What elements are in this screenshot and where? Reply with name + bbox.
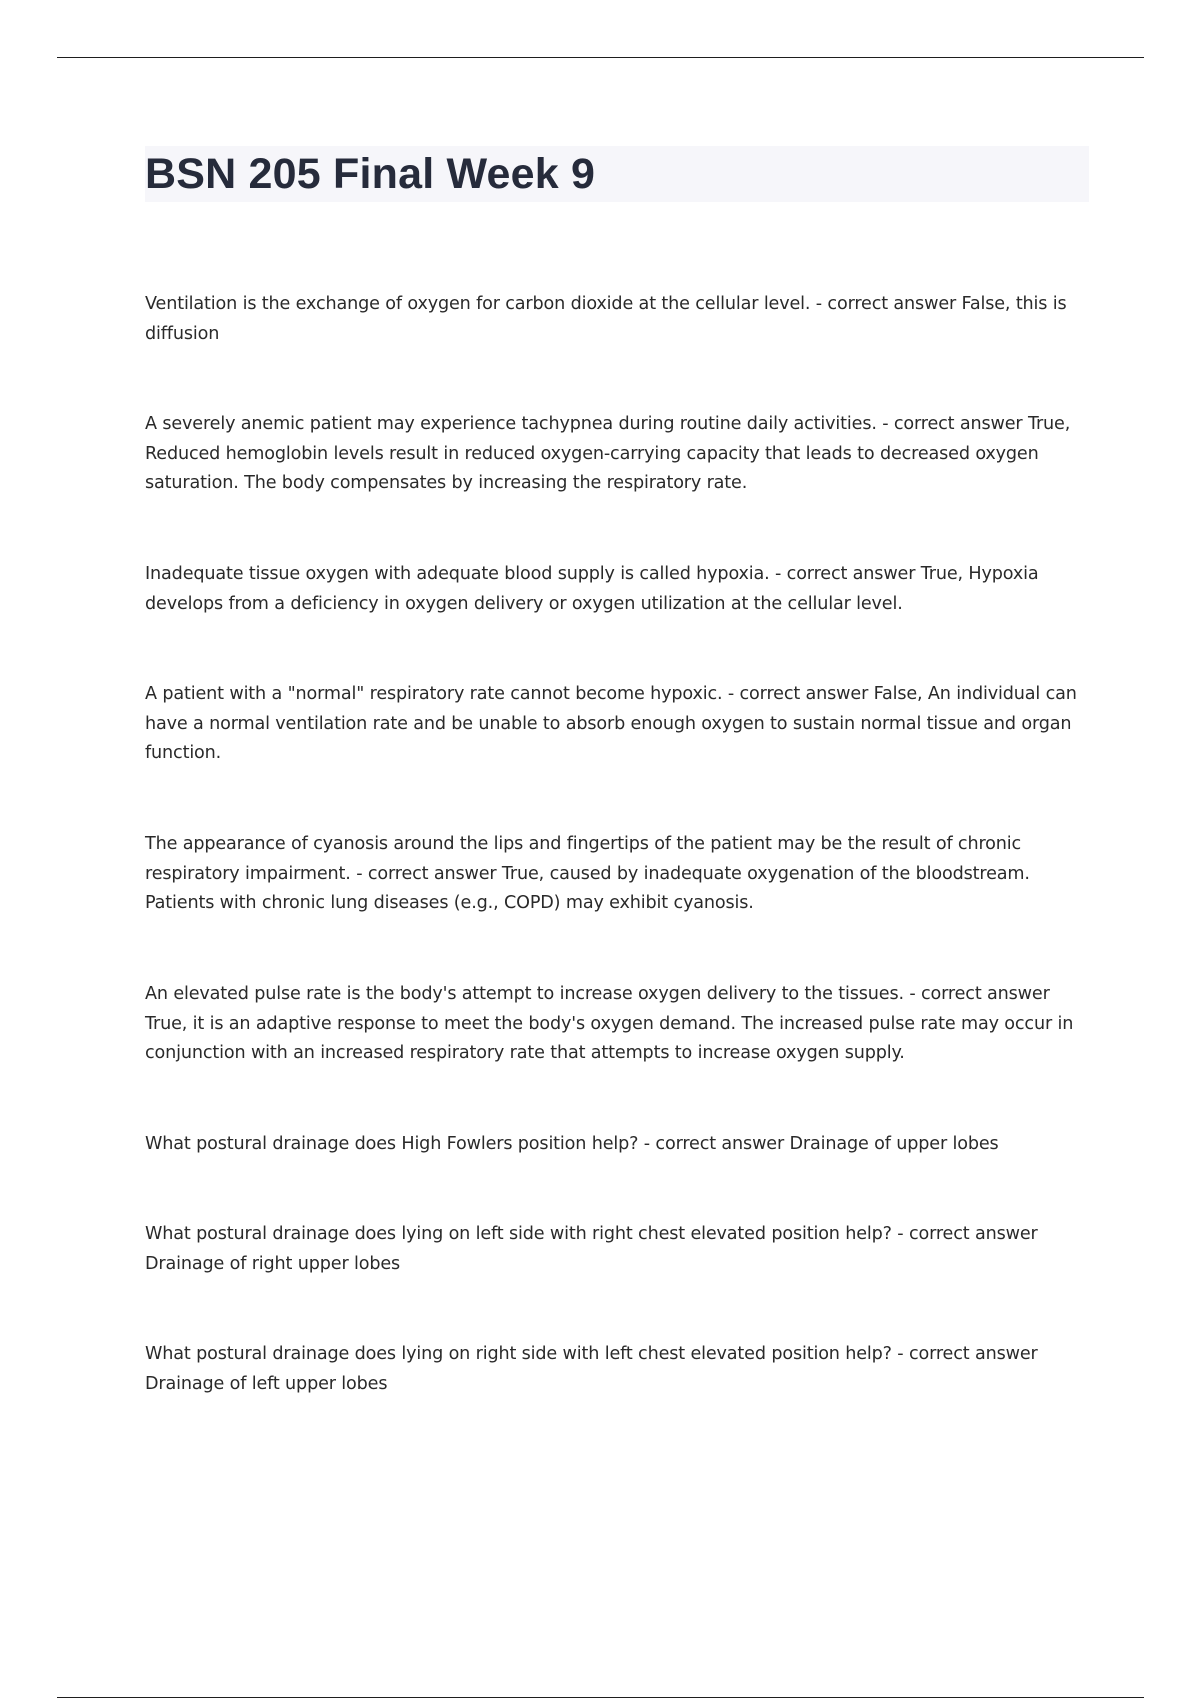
qa-item: The appearance of cyanosis around the lips and fingertips of the patient may be the result of chronic respiratory impairment. - correct answer True, caused by inadequate oxygenation of the bloodstream. Patients with chronic lung diseases (e.g., COPD) may exhibit cyanosis. xyxy=(145,834,1030,913)
qa-item: What postural drainage does lying on left side with right chest elevated position help? - correct answer Drainage of right upper lobes xyxy=(145,1224,1038,1274)
qa-item: An elevated pulse rate is the body's attempt to increase oxygen delivery to the tissues. - correct answer True, it is an adaptive response to meet the body's oxygen demand. The increased pulse rate may occur in conjunction with an increased respiratory rate that attempts to increase oxygen supply. xyxy=(145,984,1074,1063)
qa-item: Inadequate tissue oxygen with adequate blood supply is called hypoxia. - correct answer True, Hypoxia develops from a deficiency in oxygen delivery or oxygen utilization at the cellular level. xyxy=(145,564,1039,614)
qa-item: Ventilation is the exchange of oxygen for carbon dioxide at the cellular level. - correct answer False, this is diffusion xyxy=(145,294,1067,344)
qa-item: What postural drainage does lying on right side with left chest elevated position help? - correct answer Drainage of left upper lobes xyxy=(145,1344,1038,1394)
qa-item: A severely anemic patient may experience tachypnea during routine daily activities. - correct answer True, Reduced hemoglobin levels result in reduced oxygen-carrying capacity that leads to decreased oxygen saturation. The body compensates by increasing the respiratory rate. xyxy=(145,414,1071,493)
top-divider xyxy=(57,57,1144,58)
qa-item: What postural drainage does High Fowlers position help? - correct answer Drainage of upper lobes xyxy=(145,1134,999,1154)
qa-item: A patient with a "normal" respiratory rate cannot become hypoxic. - correct answer False, An individual can have a normal ventilation rate and be unable to absorb enough oxygen to sustain normal tissue and organ function. xyxy=(145,684,1077,763)
bottom-divider xyxy=(57,1697,1144,1698)
document-title: BSN 205 Final Week 9 xyxy=(145,150,596,198)
